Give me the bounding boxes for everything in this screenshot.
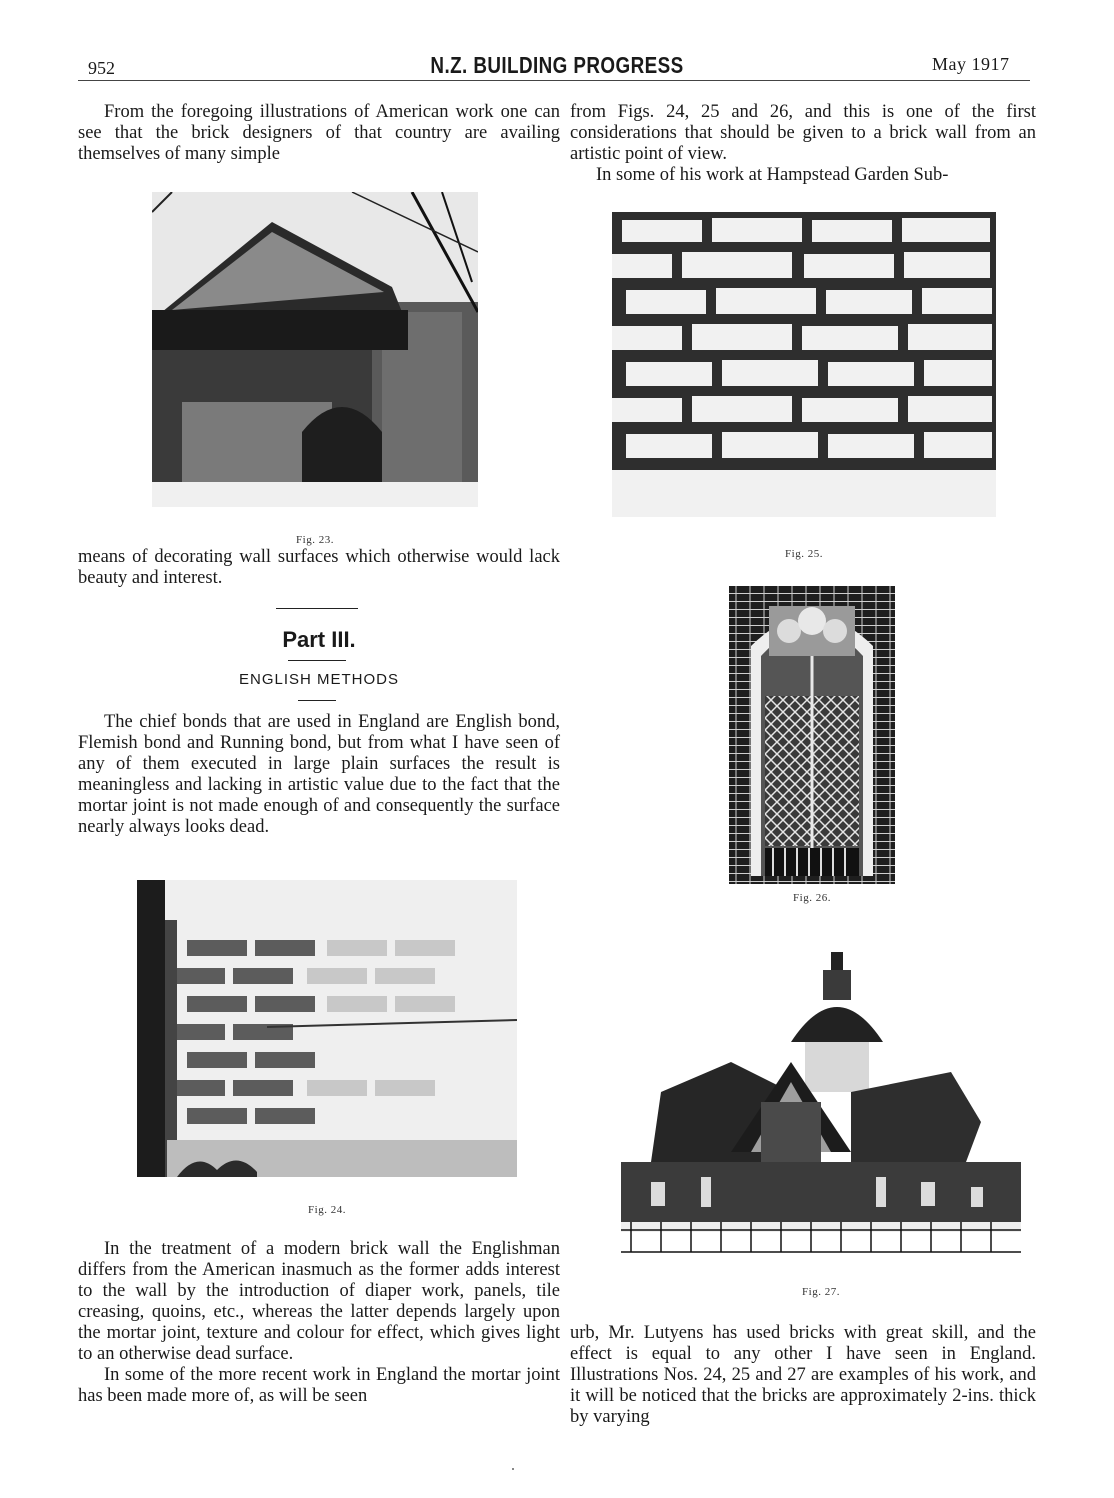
hampstead-text: In some of his work at Hampstead Garden Sub- [596,165,949,185]
fig26-photo [729,586,895,884]
section-rule-bottom [298,700,336,701]
section-rule-mid [288,660,346,661]
part-subtitle: ENGLISH METHODS [238,671,400,688]
fig27-photo [621,952,1021,1257]
treatment-paragraph [78,1239,560,1407]
fig24-photo [137,880,517,1177]
continuation-text: from Figs. 24, 25 and 26, and this is one of the first considerations that should be given to a brick wall from an artistic point of view. [570,102,1036,164]
intro-text: From the foregoing illustrations of American work one can see that the brick designers of that country are availing themselves of many simple [78,102,560,164]
after-fig23-paragraph [78,547,560,589]
intro-paragraph [78,102,560,165]
issue-date: May 1917 [932,54,1010,74]
journal-title: N.Z. BUILDING PROGRESS [430,52,684,78]
fig25-caption: Fig. 25. [785,548,823,560]
bonds-paragraph [78,712,560,838]
part-title: Part III. [282,627,356,652]
fig24-caption: Fig. 24. [308,1204,346,1216]
bonds-text: The chief bonds that are used in England are English bond, Flemish bond and Running bond, but from what I have seen of any of them executed in large plain surfaces the result is meaningless and lacking in artistic value due to the fact that the mortar joint is not made enough of and consequently the surface nearly always looks dead. [78,712,560,837]
fig27-caption: Fig. 27. [802,1286,840,1298]
page-mark [512,1468,514,1470]
fig25-photo [612,212,996,517]
page-number: 952 [88,58,115,78]
section-rule-top [276,608,358,609]
lutyens-paragraph [570,1323,1036,1428]
fig23-caption: Fig. 23. [296,534,334,546]
fig26-caption: Fig. 26. [793,892,831,904]
continuation-paragraph [570,102,1036,186]
after-fig23-text: means of decorating wall surfaces which otherwise would lack beauty and interest. [78,547,560,588]
fig23-photo [152,192,478,507]
recent-text: In some of the more recent work in England the mortar joint has been made more of, as will be seen [78,1365,560,1406]
header-rule [78,80,1030,81]
lutyens-text: urb, Mr. Lutyens has used bricks with great skill, and the effect is equal to any other I have seen in England. Illustrations Nos. 24, 25 and 27 are examples of his work, and it will be noticed that the bricks are approximately 2-ins. thick by varying [570,1323,1036,1427]
treatment-text: In the treatment of a modern brick wall the Englishman differs from the American inasmuch as the former adds interest to the wall by the introduction of diaper work, panels, tile creasing, quoins, etc., whereas the latter depends largely upon the mortar joint, texture and colour for effect, which gives light to an otherwise dead surface. [78,1239,560,1364]
